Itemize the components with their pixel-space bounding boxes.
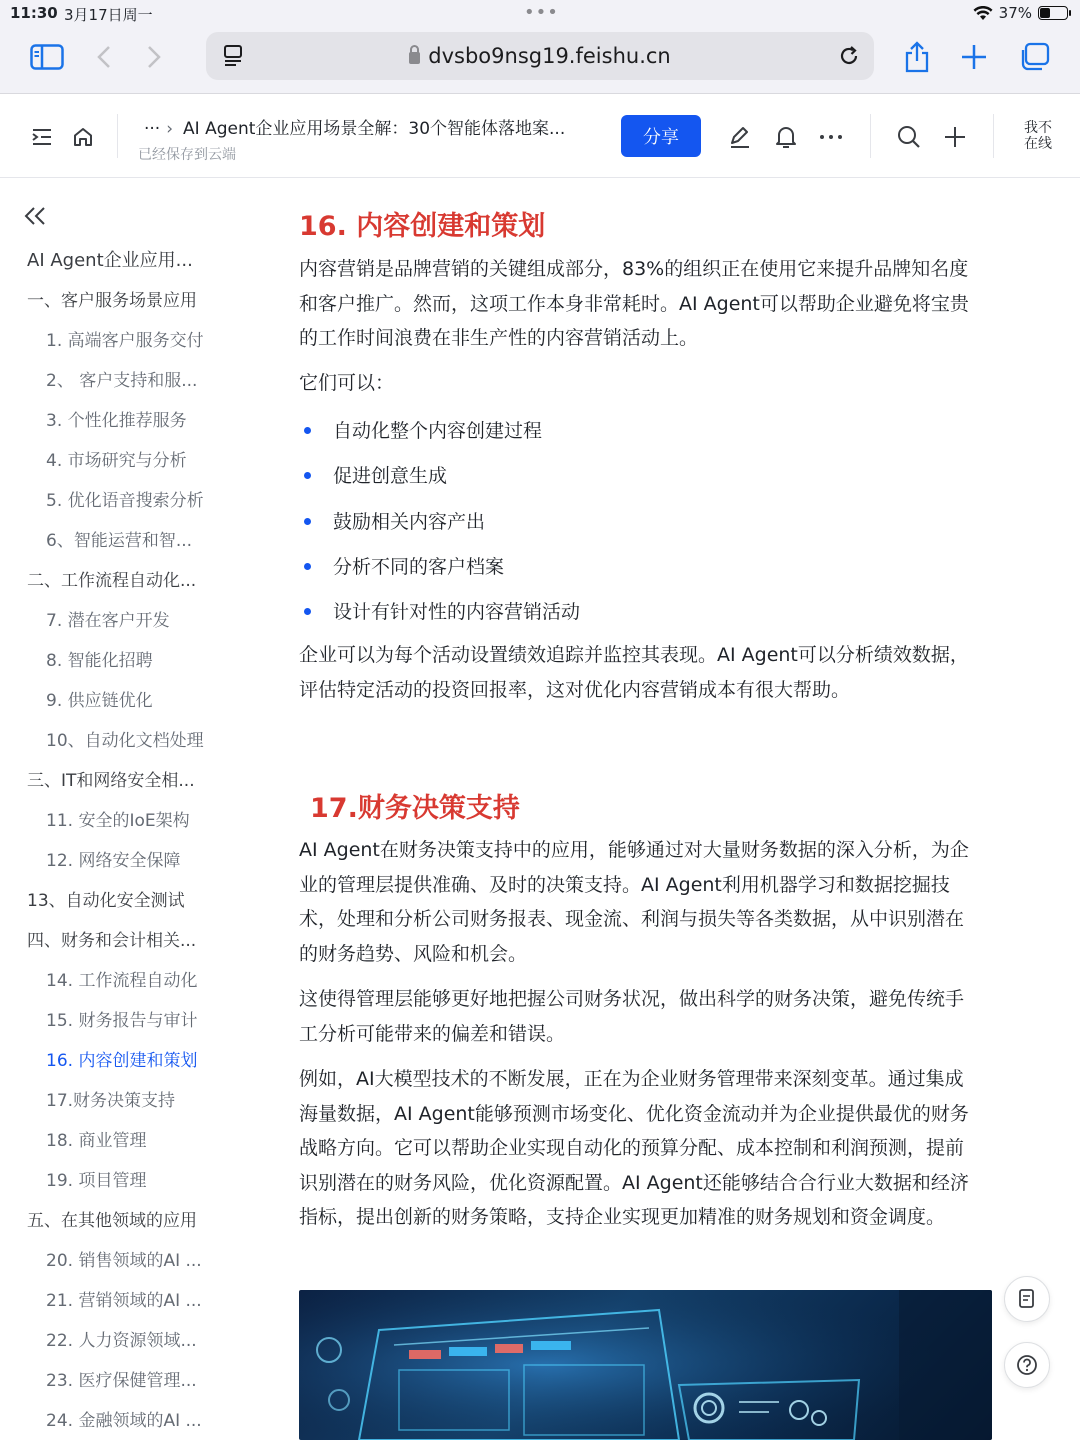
section-16-paragraph-1: 内容营销是品牌营销的关键组成部分，83%的组织正在使用它来提升品牌知名度和客户推广。然而，这项工作本身非常耗时。AI Agent可以帮助企业避免将宝贵的工作时间浪费在非生产性的内容营销活动上。 [299,258,969,350]
bullet-item [299,507,485,534]
outline-item[interactable]: 13、自动化安全测试 [27,891,185,911]
outline-item[interactable]: 22. 人力资源领域... [46,1331,197,1351]
section-17-paragraph-3: 例如，AI大模型技术的不断发展，正在为企业财务管理带来深刻变革。通过集成海量数据，AI Agent能够预测市场变化、优化资金流动并为企业提供最优的财务战略方向。它可以帮助企业实现自动化的预算分配、成本控制和利润预测，提前识别潜在的财务风险，优化资源配置。AI Agent还能够结合合行业大数据和经济指标，提出创新的财务策略，支持企业实现更加精准的财务规划和资金调度。 [299,1068,969,1229]
outline-item[interactable]: 23. 医疗保健管理... [46,1371,197,1391]
search-icon[interactable] [896,124,922,150]
outline-item[interactable]: 20. 销售领域的AI ... [46,1251,202,1271]
bullet-dot-icon [304,608,311,615]
saved-status: 已经保存到云端 [138,147,236,163]
share-sheet-icon[interactable] [897,40,937,74]
section-17-illustration [299,1290,992,1440]
outline-item[interactable]: 15. 财务报告与审计 [46,1011,198,1031]
wifi-icon [973,6,993,21]
outline-item[interactable]: 11. 安全的IoE架构 [46,811,190,831]
bullet-text: 自动化整个内容创建过程 [333,420,543,442]
collapse-sidebar-icon[interactable] [24,206,48,230]
sidebar-toggle-icon[interactable] [27,40,67,74]
outline-item[interactable]: 1. 高端客户服务交付 [46,331,204,351]
outline-item[interactable]: 6、智能运营和智... [46,531,193,551]
tabs-overview-icon[interactable] [1014,40,1054,74]
forward-icon[interactable] [134,40,174,74]
address-bar[interactable] [206,32,874,80]
outline-item[interactable]: AI Agent企业应用... [27,250,193,271]
outline-item[interactable]: 五、在其他领域的应用 [27,1211,197,1231]
online-status-button[interactable]: 我不在线 [1024,120,1052,152]
outline-item[interactable]: 10、自动化文档处理 [46,731,204,751]
outline-item[interactable]: 7. 潜在客户开发 [46,611,170,631]
status-time: 11:30 [10,4,58,22]
bullet-text: 分析不同的客户档案 [333,555,505,578]
section-16-heading: 16. 内容创建和策划 [299,211,546,242]
edit-pen-icon[interactable] [727,124,753,150]
reload-icon[interactable] [838,44,860,72]
browser-toolbar [0,28,1080,94]
breadcrumb[interactable] [144,114,565,139]
bullet-text: 促进创意生成 [333,465,448,488]
bullet-item [299,552,504,579]
section-17-paragraph-1: AI Agent在财务决策支持中的应用，能够通过对大量财务数据的深入分析，为企业的管理层提供准确、及时的决策支持。AI Agent利用机器学习和数据挖掘技术，处理和分析公司财务报表、现金流、利润与损失等各类数据，从中识别潜在的财务趋势、风险和机会。 [299,839,969,965]
outline-item[interactable]: 14. 工作流程自动化 [46,971,198,991]
outline-item[interactable]: 17.财务决策支持 [46,1091,176,1111]
outline-item[interactable]: 18. 商业管理 [46,1131,147,1151]
more-icon[interactable] [818,124,844,150]
section-17-heading: 17.财务决策支持 [310,793,520,824]
outline-item[interactable]: 5. 优化语音搜索分析 [46,491,204,511]
outline-item[interactable]: 二、工作流程自动化... [27,571,197,591]
section-16-paragraph-2: 企业可以为每个活动设置绩效追踪并监控其表现。AI Agent可以分析绩效数据，评估特定活动的投资回报率，这对优化内容营销成本有很大帮助。 [299,644,969,701]
outline-item[interactable]: 4. 市场研究与分析 [46,451,187,471]
status-date: 3月17日周一 [64,6,153,24]
back-icon[interactable] [84,40,124,74]
outline-sidebar [0,178,262,1440]
outline-toggle-icon[interactable] [30,125,54,149]
breadcrumb-ellipsis[interactable]: ··· [144,119,161,139]
outline-item[interactable]: 12. 网络安全保障 [46,851,181,871]
bullet-dot-icon [304,472,311,479]
document-header [0,94,1080,178]
bell-icon[interactable] [773,124,799,150]
outline-item[interactable]: 三、IT和网络安全相... [27,771,195,791]
outline-item[interactable]: 3. 个性化推荐服务 [46,411,187,431]
bullet-item [299,416,542,443]
bullet-item [299,597,580,624]
share-button[interactable]: 分享 [621,115,701,157]
bullet-text: 设计有针对性的内容营销活动 [333,601,581,624]
home-icon[interactable] [71,125,95,149]
lock-icon [409,52,420,64]
url-text: dvsbo9nsg19.feishu.cn [428,44,671,68]
outline-item[interactable]: 21. 营销领域的AI ... [46,1291,202,1311]
outline-item[interactable]: 四、财务和会计相关... [27,931,197,951]
battery-icon [1038,6,1068,20]
outline-item[interactable]: 24. 金融领域的AI ... [46,1411,202,1431]
document-body [262,178,1080,1440]
outline-item-active[interactable]: 16. 内容创建和策划 [46,1051,198,1071]
multitask-dots-icon[interactable]: ••• [524,2,559,23]
new-tab-icon[interactable] [954,40,994,74]
breadcrumb-chevron-icon: › [166,119,174,139]
outline-item[interactable]: 2、 客户支持和服... [46,371,198,391]
bullet-dot-icon [304,518,311,525]
status-bar [0,0,1080,28]
bullet-text: 鼓励相关内容产出 [333,510,486,533]
battery-percent: 37% [998,4,1032,22]
comment-panel-icon[interactable] [1004,1276,1050,1322]
outline-item[interactable]: 8. 智能化招聘 [46,651,153,671]
outline-item[interactable]: 一、客户服务场景应用 [27,291,197,311]
bullet-dot-icon [304,427,311,434]
outline-item[interactable]: 9. 供应链优化 [46,691,153,711]
bullet-item [299,461,447,488]
help-icon[interactable] [1004,1342,1050,1388]
page-title: AI Agent企业应用场景全解：30个智能体落地案... [183,119,566,139]
bullet-dot-icon [304,563,311,570]
add-icon[interactable] [942,124,968,150]
section-16-intro: 它们可以： [299,372,395,394]
outline-item[interactable]: 19. 项目管理 [46,1171,147,1191]
section-17-paragraph-2: 这使得管理层能够更好地把握公司财务状况，做出科学的财务决策，避免传统手工分析可能带来的偏差和错误。 [299,988,965,1045]
